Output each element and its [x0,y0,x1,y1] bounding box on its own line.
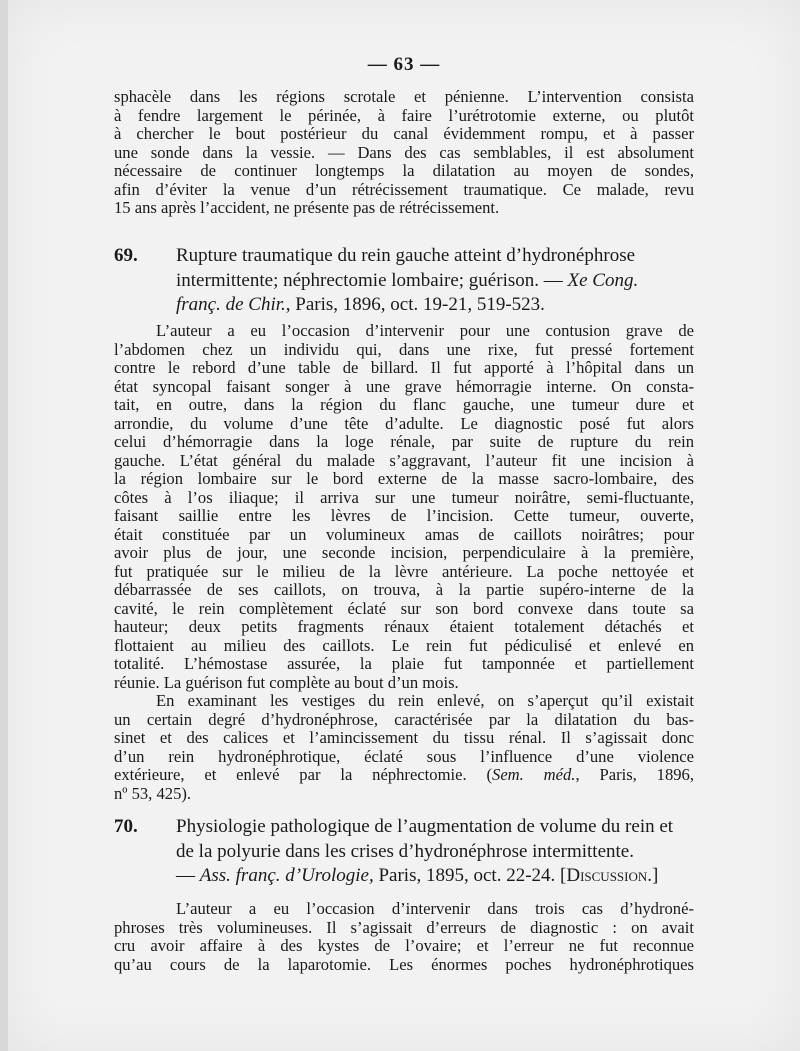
text-line: à fendre largement le périnée, à faire l’urétrotomie externe, ou plutôt [114,105,694,125]
journal-ref: Sem. méd. [492,765,576,784]
entry-70-title [114,815,700,889]
entry-69-title [114,244,700,318]
citation-details: Paris, 1895, oct. 22-24. [ [373,865,567,886]
title-line [114,269,700,294]
text-line: nº 53, 425). [114,783,192,803]
text-line: réunie. La guérison fut complète au bout d’un mois. [114,672,459,692]
title-text: intermittente; néphrectomie lombaire; guérison. — [176,269,568,291]
text-line: sphacèle dans les régions scrotale et pénienne. L’intervention consista [114,87,694,106]
title-line: Physiologie pathologique de l’augmentation de volume du rein et [176,816,674,837]
text-line: nécessaire de continuer longtemps la dilatation au moyen de sondes, [114,161,694,180]
page-number: — 63 — [367,54,441,75]
title-line [114,293,700,318]
text-line: arrondie, du volume d’une tête d’adulte. Le diagnostic posé fut alors [114,413,694,433]
text-line: la région lombaire sur le bord externe de la masse sacro-lombaire, des [114,469,694,488]
text-line: tait, en outre, dans la région du flanc gauche, une tumeur dure et [114,395,694,414]
title-line [114,864,700,889]
journal-name: Ass. franç. d’Urologie, [199,865,374,886]
text-line: une sonde dans la vessie. — Dans des cas semblables, il est absolument [114,142,694,162]
text-fragment: extérieure, et enlevé par la néphrectomie. [114,765,467,784]
title-line: de la polyurie dans les crises d’hydronéphrose intermittente. [176,840,634,862]
text-line: un certain degré d’hydronéphrose, caractérisée par la dilatation du bas- [114,709,694,729]
document-page [8,0,800,1051]
text-line: hauteur; deux petits fragments rénaux étaient totalement détachés et [114,617,694,636]
text-line: phroses très volumineuses. Il s’agissait d’erreurs de diagnostic : on avait [114,917,694,937]
journal-name: franç. de Chir. [176,294,286,315]
entry-70-body [114,900,694,974]
text-line: à chercher le bout postérieur du canal évidemment rompu, et à passer [114,124,694,143]
text-line: L’auteur a eu l’occasion d’intervenir dans trois cas d’hydroné- [176,899,694,918]
entry-69-body [114,322,694,803]
text-line: avoir plus de jour, une seconde incision, perpendiculaire à la première, [114,543,694,562]
text-line: faisant saillie entre les lèvres de l’incision. Cette tumeur, ouverte, [114,506,694,525]
citation-details: , Paris, 1896, oct. 19-21, 519-523. [285,294,545,315]
text-line: L’auteur a eu l’occasion d’intervenir pour une contusion grave de [156,321,694,340]
text-line: contre le rebord d’une table de billard. Il fut apporté à l’hôpital dans un [114,358,694,377]
text-line: cavité, le rein complètement éclaté sur son bord convexe dans toute sa [114,598,694,618]
text-line: flottaient au milieu des caillots. Le rein fut pédiculisé et enlevé en [114,635,694,655]
text-line: d’un rein hydronéphrotique, éclaté sous l’influence d’une violence [114,746,694,766]
paragraph-continuation [114,88,694,218]
text-line: gauche. L’état général du malade s’aggravant, l’auteur fit une incision à [114,450,694,470]
bracket-close: ] [652,865,659,886]
text-line: cru avoir affaire à des kystes de l’ovaire; et l’erreur ne fut reconnue [114,936,694,955]
text-line: sinet et des calices et l’amincissement du tissu rénal. Il s’agissait donc [114,728,694,747]
text-line: était constituée par un volumineux amas de caillots noirâtres; pour [114,524,694,544]
entry-number: 69. [114,245,138,266]
text-line: qu’au cours de la laparotomie. Les énormes poches hydronéphrotiques [114,954,694,974]
congress-ref: Xe Cong. [567,269,639,291]
text-line: 15 ans après l’accident, ne présente pas de rétrécissement. [114,198,500,217]
title-text: — [176,865,200,886]
text-line: celui d’hémorragie dans la loge rénale, par suite de rupture du rein [114,432,694,451]
text-line: fut pratiquée sur le milieu de la lèvre antérieure. La poche nettoyée et [114,561,694,581]
text-line: l’abdomen chez un individu qui, dans une rixe, fut pressé fortement [114,339,694,359]
text-line: totalité. L’hémostase assurée, la plaie fut tamponnée et partiellement [114,654,694,673]
title-line: Rupture traumatique du rein gauche atteint d’hydronéphrose [176,245,636,266]
entry-number: 70. [114,816,138,837]
text-line: afin d’éviter la venue d’un rétrécissement traumatique. Ce malade, revu [114,179,694,199]
citation-details: , Paris, 1896, [575,765,694,784]
text-line: extérieure, et enlevé par la néphrectomie. (Sem. méd., Paris, 1896, [114,765,694,784]
text-line: En examinant les vestiges du rein enlevé, on s’aperçut qu’il existait [156,691,694,710]
text-line: côtes à l’os iliaque; il arriva sur une tumeur noirâtre, semi-fluctuante, [114,487,694,507]
discussion-tag: Discussion. [566,865,653,886]
text-line: état syncopal faisant songer à une grave hémorragie interne. On consta- [114,376,694,396]
text-line: débarrassée de ses caillots, on trouva, à la partie supéro-interne de la [114,580,694,599]
